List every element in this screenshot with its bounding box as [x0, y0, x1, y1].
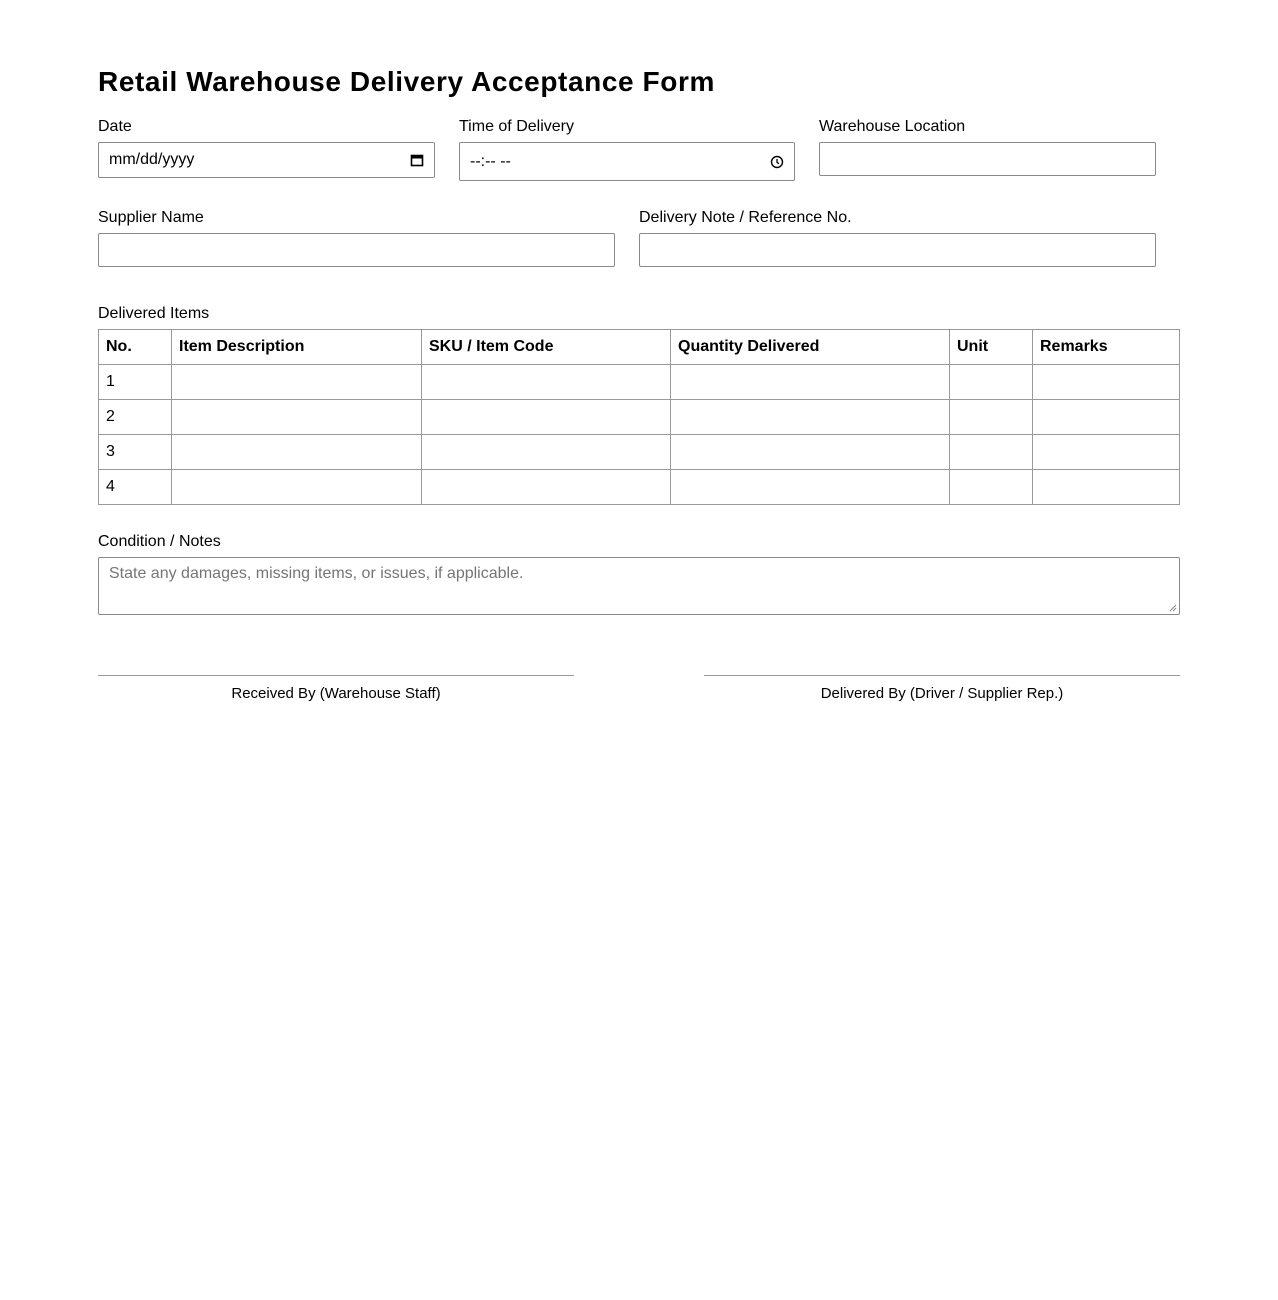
- delivered-items-table: [98, 329, 1180, 505]
- table-header-row: [99, 330, 1180, 365]
- calendar-icon[interactable]: [410, 153, 424, 167]
- supplier-label: Supplier Name: [98, 209, 204, 226]
- received-by-signature: Received By (Warehouse Staff): [98, 675, 574, 702]
- cell[interactable]: [1033, 400, 1180, 435]
- cell[interactable]: [172, 470, 422, 505]
- cell[interactable]: [671, 365, 950, 400]
- row-number: 1: [99, 365, 172, 400]
- cell[interactable]: [422, 365, 671, 400]
- warehouse-location-input[interactable]: [819, 142, 1156, 176]
- cell[interactable]: [422, 435, 671, 470]
- col-sku: SKU / Item Code: [422, 330, 671, 365]
- cell[interactable]: [422, 400, 671, 435]
- table-row: [99, 470, 1180, 505]
- date-input[interactable]: [98, 142, 435, 178]
- row-number: 2: [99, 400, 172, 435]
- cell[interactable]: [950, 470, 1033, 505]
- cell[interactable]: [1033, 365, 1180, 400]
- notes-textarea[interactable]: [98, 557, 1180, 615]
- cell[interactable]: [671, 400, 950, 435]
- cell[interactable]: [422, 470, 671, 505]
- cell[interactable]: [950, 365, 1033, 400]
- table-row: [99, 435, 1180, 470]
- col-description: Item Description: [172, 330, 422, 365]
- clock-icon[interactable]: [770, 155, 784, 169]
- resize-handle-icon[interactable]: [1169, 604, 1177, 612]
- time-input[interactable]: [459, 142, 795, 181]
- date-placeholder: mm/dd/yyyy: [109, 151, 195, 168]
- cell[interactable]: [671, 470, 950, 505]
- time-placeholder: --:-- --: [470, 152, 511, 170]
- location-label: Warehouse Location: [819, 118, 966, 135]
- date-label: Date: [98, 118, 132, 135]
- delivered-by-signature: Delivered By (Driver / Supplier Rep.): [704, 675, 1180, 702]
- cell[interactable]: [1033, 435, 1180, 470]
- cell[interactable]: [172, 365, 422, 400]
- notes-label: Condition / Notes: [98, 533, 221, 550]
- col-unit: Unit: [950, 330, 1033, 365]
- cell[interactable]: [671, 435, 950, 470]
- cell[interactable]: [950, 400, 1033, 435]
- col-remarks: Remarks: [1033, 330, 1180, 365]
- table-row: [99, 400, 1180, 435]
- notes-placeholder: State any damages, missing items, or issues, if applicable.: [109, 565, 524, 582]
- reference-input[interactable]: [639, 233, 1156, 267]
- table-row: [99, 365, 1180, 400]
- page-title: Retail Warehouse Delivery Acceptance Form: [98, 66, 715, 97]
- col-no: No.: [99, 330, 172, 365]
- cell[interactable]: [172, 435, 422, 470]
- items-label: Delivered Items: [98, 305, 210, 322]
- supplier-name-input[interactable]: [98, 233, 615, 267]
- cell[interactable]: [950, 435, 1033, 470]
- col-quantity: Quantity Delivered: [671, 330, 950, 365]
- row-number: 4: [99, 470, 172, 505]
- time-label: Time of Delivery: [459, 118, 574, 135]
- reference-label: Delivery Note / Reference No.: [639, 209, 852, 226]
- cell[interactable]: [172, 400, 422, 435]
- row-number: 3: [99, 435, 172, 470]
- cell[interactable]: [1033, 470, 1180, 505]
